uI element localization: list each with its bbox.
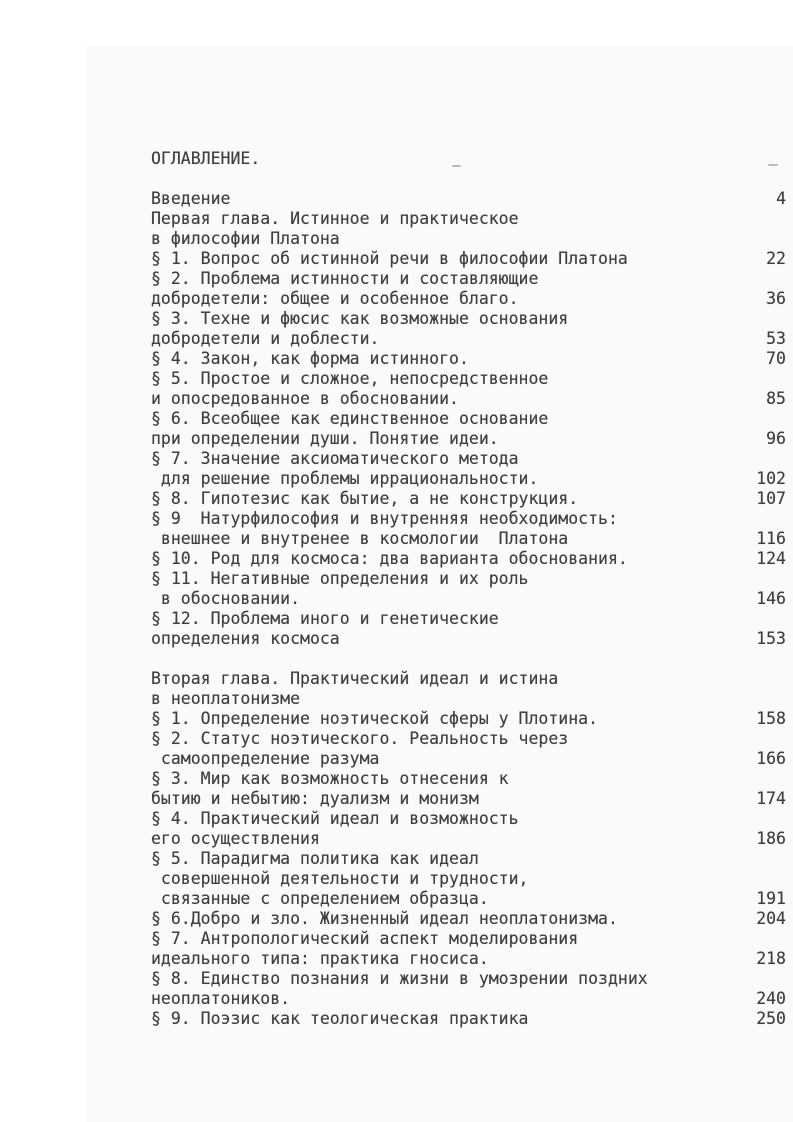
toc-page-number: 240 [756,989,786,1008]
toc-entry-text: для решение проблемы иррациональности. [151,469,539,488]
toc-row [151,749,786,769]
toc-row [151,269,786,289]
toc-entry-text: добродетели: общее и особенное благо. [151,289,519,308]
toc-entry-text: § 7. Значение аксиоматического метода [151,449,519,468]
toc-row [151,369,786,389]
toc-entry-text: § 1. Вопрос об истинной речи в философии Платона [151,249,628,268]
toc-row [151,929,786,949]
toc-entry-text: внешнее и внутренее в космологии Платона [151,529,569,548]
toc-row [151,469,786,489]
toc-row [151,709,786,729]
toc-row [151,429,786,449]
toc-page-number: 250 [756,1009,786,1028]
toc-row [151,989,786,1009]
toc-entry-text: § 1. Определение ноэтической сферы у Плотина. [151,709,599,728]
toc-row [151,1009,786,1029]
toc-row [151,949,786,969]
toc-entry-text: § 5. Парадигма политика как идеал [151,849,479,868]
toc-row [151,689,786,709]
toc-page-number: 107 [756,489,786,508]
toc-entry-text: его осуществления [151,829,320,848]
toc-row [151,489,786,509]
toc-row [151,189,786,209]
toc-page-number: 124 [756,549,786,568]
toc-entry-text: Вторая глава. Практический идеал и истина [151,669,559,688]
toc-row [151,809,786,829]
toc-entry-text: Введение [151,189,231,208]
toc-row [151,729,786,749]
toc-entry-text: неоплатоников. [151,989,291,1008]
toc-entry-text: Первая глава. Истинное и практическое [151,209,519,228]
toc-entry-text: идеального типа: практика гносиса. [151,949,489,968]
toc-row [151,969,786,989]
toc-entry-text: в философии Платона [151,229,340,248]
toc-page-number: 158 [756,709,786,728]
toc-row [151,289,786,309]
toc-row [151,249,786,269]
toc-page-number: 22 [766,249,786,268]
toc-row [151,789,786,809]
blank-line [151,169,786,189]
toc-row [151,389,786,409]
page-title: ОГЛАВЛЕНИЕ. [151,149,261,168]
toc-page-number: 85 [766,389,786,408]
toc-row [151,889,786,909]
toc-section-chapter-1 [151,189,786,649]
toc-row [151,209,786,229]
toc-entry-text: совершенной деятельности и трудности, [151,869,529,888]
toc-page-number: 70 [766,349,786,368]
toc-entry-text: § 7. Антропологический аспект моделирования [151,929,579,948]
blank-line [151,649,786,669]
toc-content [151,149,786,1029]
toc-page-number: 36 [766,289,786,308]
toc-entry-text: § 6. Всеобщее как единственное основание [151,409,549,428]
toc-row [151,829,786,849]
toc-row [151,589,786,609]
toc-entry-text: § 4. Практический идеал и возможность [151,809,519,828]
toc-entry-text: § 2. Статус ноэтического. Реальность через [151,729,569,748]
toc-row [151,669,786,689]
toc-row [151,549,786,569]
toc-page-number: 4 [776,189,786,208]
toc-page-number: 53 [766,329,786,348]
toc-entry-text: § 3. Техне и фюсис как возможные основания [151,309,569,328]
toc-entry-text: § 11. Негативные определения и их роль [151,569,529,588]
toc-page-number: 166 [756,749,786,768]
toc-page-number: 146 [756,589,786,608]
toc-page-number: 174 [756,789,786,808]
toc-row [151,769,786,789]
toc-entry-text: в неоплатонизме [151,689,301,708]
toc-page-number: 186 [756,829,786,848]
toc-row [151,449,786,469]
toc-row [151,229,786,249]
toc-page-number: 153 [756,629,786,648]
toc-page-number: 96 [766,429,786,448]
toc-entry-text: при определении души. Понятие идеи. [151,429,499,448]
toc-page-number: 191 [756,889,786,908]
toc-row [151,329,786,349]
toc-row [151,849,786,869]
toc-entry-text: добродетели и доблести. [151,329,380,348]
toc-entry-text: бытию и небытию: дуализм и монизм [151,789,479,808]
toc-entry-text: определения космоса [151,629,340,648]
toc-page-number: 116 [756,529,786,548]
toc-row [151,349,786,369]
toc-entry-text: § 12. Проблема иного и генетические [151,609,499,628]
toc-entry-text: § 3. Мир как возможность отнесения к [151,769,509,788]
toc-entry-text: § 5. Простое и сложное, непосредственное [151,369,549,388]
toc-row [151,909,786,929]
toc-entry-text: § 8. Гипотезис как бытие, а не конструкция. [151,489,579,508]
toc-entry-text: и опосредованное в обосновании. [151,389,459,408]
toc-row [151,869,786,889]
toc-entry-text: § 9. Поэзис как теологическая практика [151,1009,529,1028]
toc-row [151,609,786,629]
toc-entry-text: самоопределение разума [151,749,380,768]
toc-entry-text: § 9 Натурфилософия и внутренняя необходимость: [151,509,618,528]
toc-entry-text: в обосновании. [151,589,301,608]
toc-entry-text: § 8. Единство познания и жизни в умозрении поздних [151,969,648,988]
toc-page-number: 102 [756,469,786,488]
toc-row [151,569,786,589]
toc-entry-text: § 4. Закон, как форма истинного. [151,349,469,368]
toc-entry-text: § 2. Проблема истинности и составляющие [151,269,539,288]
toc-entry-text: § 10. Род для космоса: два варианта обоснования. [151,549,628,568]
toc-row [151,409,786,429]
toc-row [151,509,786,529]
toc-entry-text: § 6.Добро и зло. Жизненный идеал неоплатонизма. [151,909,618,928]
toc-row [151,529,786,549]
toc-section-chapter-2 [151,669,786,1029]
toc-page-number: 204 [756,909,786,928]
toc-entry-text: связанные с определением образца. [151,889,489,908]
toc-row [151,629,786,649]
toc-row [151,309,786,329]
toc-page-number: 218 [756,949,786,968]
